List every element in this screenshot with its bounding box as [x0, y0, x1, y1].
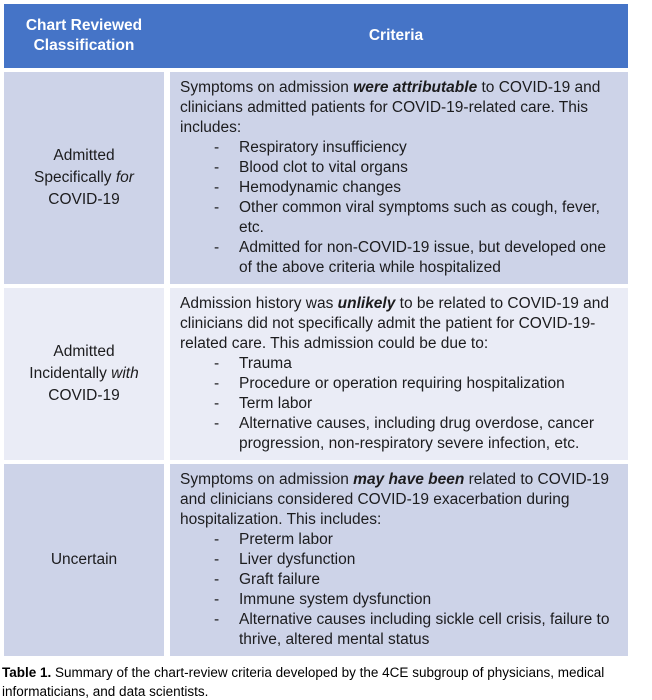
- criteria-intro: [180, 470, 620, 530]
- text-segment: for: [115, 169, 134, 186]
- criteria-cell: [170, 72, 628, 284]
- text-segment: Table 1.: [2, 665, 52, 680]
- text-segment: were attributable: [353, 79, 478, 96]
- bullet-item: [214, 530, 620, 550]
- bullet-item: [214, 238, 620, 278]
- classification-cell: [4, 464, 164, 656]
- text-segment: with: [111, 365, 139, 382]
- text-segment: COVID-19: [48, 191, 120, 208]
- bullet-list: [180, 354, 620, 454]
- table-header-row: [4, 4, 628, 68]
- bullet-item: [214, 178, 620, 198]
- text-segment: Incidentally: [29, 365, 112, 382]
- bullet-dash-marker: -: [214, 355, 220, 372]
- text-segment: to COVID-19 and clinicians admitted patients for COVID-19-related care. This includes:: [180, 79, 601, 136]
- bullet-dash-marker: -: [214, 199, 220, 216]
- table-row: [4, 288, 628, 460]
- text-segment: related to COVID-19 and clinicians considered COVID-19 exacerbation during hospitalization. This includes:: [180, 471, 610, 528]
- bullet-text: Respiratory insufficiency: [239, 139, 407, 156]
- bullet-dash-marker: -: [214, 531, 220, 548]
- bullet-dash-marker: -: [214, 139, 220, 156]
- bullet-dash-marker: -: [214, 395, 220, 412]
- text-segment: Symptoms on admission: [180, 79, 354, 96]
- text-segment: COVID-19: [48, 387, 120, 404]
- criteria-cell: [170, 464, 628, 656]
- text-segment: unlikely: [337, 295, 396, 312]
- classification-text: [29, 341, 138, 407]
- text-segment: Admitted: [53, 343, 115, 360]
- bullet-item: [214, 570, 620, 590]
- criteria-cell: [170, 288, 628, 460]
- text-segment: Specifically: [34, 169, 116, 186]
- header-criteria: Criteria: [368, 27, 424, 44]
- bullet-text: Liver dysfunction: [239, 551, 356, 568]
- text-segment: Uncertain: [50, 551, 118, 568]
- bullet-item: [214, 374, 620, 394]
- bullet-dash-marker: -: [214, 415, 220, 432]
- bullet-dash-marker: -: [214, 239, 220, 256]
- bullet-item: [214, 198, 620, 238]
- text-segment: to be related to COVID-19 and clinicians did not specifically admit the patient for COVID-19-related care. This admission could be due to:: [180, 295, 610, 352]
- table-caption: [2, 663, 620, 700]
- bullet-item: [214, 610, 620, 650]
- table-body: [4, 72, 628, 656]
- bullet-text: Term labor: [239, 395, 313, 412]
- bullet-text: Alternative causes, including drug overdose, cancer progression, non-respiratory severe infection, etc.: [239, 415, 594, 452]
- bullet-dash-marker: -: [214, 159, 220, 176]
- text-segment: Admitted: [53, 147, 115, 164]
- bullet-text: Immune system dysfunction: [239, 591, 432, 608]
- bullet-list: [180, 530, 620, 650]
- bullet-text: Alternative causes including sickle cell crisis, failure to thrive, altered mental status: [239, 611, 610, 648]
- bullet-text: Graft failure: [239, 571, 320, 588]
- bullet-list: [180, 138, 620, 278]
- bullet-text: Admitted for non-COVID-19 issue, but developed one of the above criteria while hospitalized: [239, 239, 607, 276]
- bullet-text: Trauma: [239, 355, 292, 372]
- header-classification: Chart Reviewed Classification: [25, 17, 143, 54]
- text-segment: Symptoms on admission: [180, 471, 354, 488]
- bullet-dash-marker: -: [214, 551, 220, 568]
- bullet-item: [214, 550, 620, 570]
- bullet-text: Hemodynamic changes: [239, 179, 401, 196]
- bullet-item: [214, 138, 620, 158]
- bullet-text: Other common viral symptoms such as cough, fever, etc.: [239, 199, 600, 236]
- table-row: [4, 464, 628, 656]
- classification-text: [51, 549, 117, 571]
- bullet-item: [214, 590, 620, 610]
- classification-cell: [4, 288, 164, 460]
- bullet-text: Preterm labor: [239, 531, 333, 548]
- bullet-text: Procedure or operation requiring hospitalization: [239, 375, 565, 392]
- classification-cell: [4, 72, 164, 284]
- criteria-intro: [180, 294, 620, 354]
- bullet-text: Blood clot to vital organs: [239, 159, 408, 176]
- bullet-item: [214, 394, 620, 414]
- text-segment: may have been: [353, 471, 465, 488]
- text-segment: Admission history was: [180, 295, 338, 312]
- table-row: [4, 72, 628, 284]
- bullet-dash-marker: -: [214, 611, 220, 628]
- bullet-dash-marker: -: [214, 571, 220, 588]
- bullet-dash-marker: -: [214, 179, 220, 196]
- bullet-item: [214, 354, 620, 374]
- bullet-item: [214, 158, 620, 178]
- bullet-dash-marker: -: [214, 375, 220, 392]
- criteria-table: [4, 4, 628, 656]
- bullet-dash-marker: -: [214, 591, 220, 608]
- criteria-intro: [180, 78, 620, 138]
- text-segment: Summary of the chart-review criteria developed by the 4CE subgroup of physicians, medical informaticians, and data scientists.: [2, 665, 605, 699]
- bullet-item: [214, 414, 620, 454]
- classification-text: [34, 145, 134, 211]
